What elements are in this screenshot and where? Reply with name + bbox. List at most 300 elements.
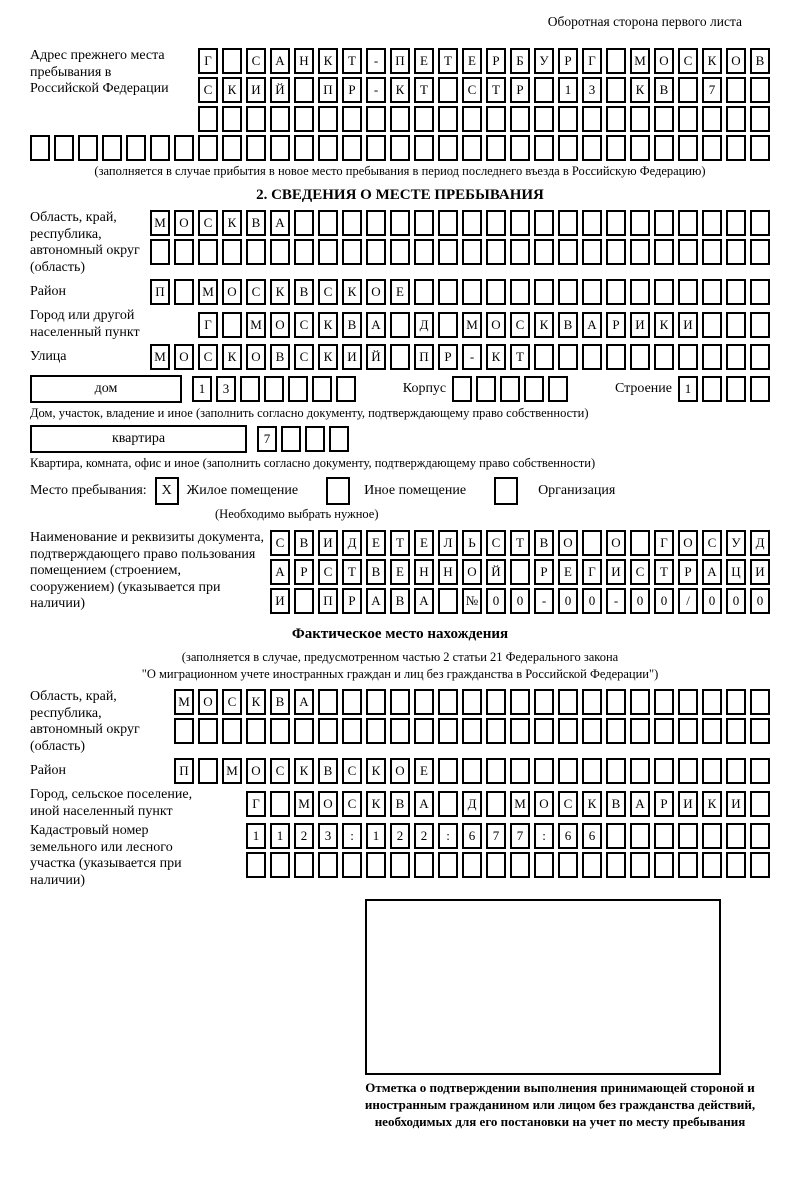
char-cell (582, 718, 602, 744)
char-cell: О (270, 312, 290, 338)
char-cell: Т (510, 530, 530, 556)
char-cell (486, 689, 506, 715)
char-cell: - (606, 588, 626, 614)
char-cell: 1 (558, 77, 578, 103)
char-cell: Т (654, 559, 674, 585)
char-cell (318, 106, 338, 132)
char-cell-row (198, 312, 770, 338)
char-cell: У (726, 530, 746, 556)
char-cell: И (678, 791, 698, 817)
char-cell (582, 758, 602, 784)
char-cell (702, 344, 722, 370)
char-cell (294, 852, 314, 878)
char-cell: 7 (257, 426, 277, 452)
char-cell: В (270, 689, 290, 715)
char-cell: 7 (510, 823, 530, 849)
char-cell: - (462, 344, 482, 370)
char-cell (702, 689, 722, 715)
char-cell: : (534, 823, 554, 849)
char-cell (486, 279, 506, 305)
char-cell-row (198, 77, 770, 103)
char-cell (630, 530, 650, 556)
char-cell (438, 106, 458, 132)
char-cell (558, 106, 578, 132)
char-cell: К (246, 689, 266, 715)
char-cell (510, 279, 530, 305)
char-cell (750, 344, 770, 370)
char-cell (318, 852, 338, 878)
char-cell (342, 135, 362, 161)
char-cell: П (174, 758, 194, 784)
char-cell (702, 758, 722, 784)
char-cell: Г (246, 791, 266, 817)
char-cell: - (366, 48, 386, 74)
char-cell: А (294, 689, 314, 715)
char-cell: 1 (270, 823, 290, 849)
char-cell (222, 718, 242, 744)
char-cell (726, 718, 746, 744)
char-cell (414, 279, 434, 305)
char-cell (414, 210, 434, 236)
s2-house-row (30, 375, 770, 403)
char-cell: К (654, 312, 674, 338)
char-cell (270, 106, 290, 132)
char-cell (558, 718, 578, 744)
char-cell (174, 239, 194, 265)
char-cell: М (150, 344, 170, 370)
char-cell (582, 106, 602, 132)
char-cell: М (630, 48, 650, 74)
char-cell (630, 106, 650, 132)
char-cell (366, 210, 386, 236)
char-cell (486, 239, 506, 265)
char-cell: Ц (726, 559, 746, 585)
char-cell (726, 106, 746, 132)
char-cell (281, 426, 301, 452)
char-cell: Н (438, 559, 458, 585)
char-cell: В (342, 312, 362, 338)
char-cell: Е (390, 279, 410, 305)
char-cell: М (462, 312, 482, 338)
char-cell: Е (462, 48, 482, 74)
char-cell (390, 852, 410, 878)
char-cell: Й (486, 559, 506, 585)
char-cell-row (174, 689, 770, 715)
char-cell (366, 689, 386, 715)
char-cell: В (294, 530, 314, 556)
char-cell (558, 689, 578, 715)
char-cell (198, 135, 218, 161)
char-cell (438, 791, 458, 817)
char-cell: : (342, 823, 362, 849)
korpus-label: Корпус (402, 381, 447, 396)
prev-address-caption: (заполняется в случае прибытия в новое место пребывания в период последнего въезда в Российскую Федерацию) (94, 164, 706, 178)
char-cell: Р (534, 559, 554, 585)
char-cell (150, 239, 170, 265)
char-cell: А (270, 210, 290, 236)
char-cell: - (366, 77, 386, 103)
char-cell (534, 344, 554, 370)
char-cell: О (486, 312, 506, 338)
char-cell: С (294, 344, 314, 370)
char-cell: К (534, 312, 554, 338)
char-cell (678, 210, 698, 236)
char-cell: К (366, 791, 386, 817)
char-cell: Р (438, 344, 458, 370)
char-cell: К (630, 77, 650, 103)
char-cell-row (174, 758, 770, 784)
char-cell (534, 239, 554, 265)
char-cell: М (150, 210, 170, 236)
char-cell (582, 852, 602, 878)
char-cell-row (192, 376, 356, 402)
char-cell (486, 135, 506, 161)
char-cell (486, 106, 506, 132)
char-cell: К (222, 210, 242, 236)
char-cell: А (702, 559, 722, 585)
char-cell (294, 135, 314, 161)
char-cell (558, 344, 578, 370)
char-cell (414, 852, 434, 878)
char-cell (452, 376, 472, 402)
char-cell: И (342, 344, 362, 370)
s2-street-label: Улица (30, 348, 67, 364)
char-cell: В (270, 344, 290, 370)
char-cell: К (390, 77, 410, 103)
char-cell: О (726, 48, 746, 74)
char-cell (198, 758, 218, 784)
char-cell (726, 279, 746, 305)
char-cell (288, 376, 308, 402)
char-cell: 6 (462, 823, 482, 849)
char-cell (558, 279, 578, 305)
char-cell (414, 239, 434, 265)
char-cell (558, 239, 578, 265)
char-cell: / (678, 588, 698, 614)
char-cell (342, 239, 362, 265)
char-cell (678, 823, 698, 849)
stay-option-residential-label: Жилое помещение (186, 483, 299, 498)
char-cell (222, 312, 242, 338)
char-cell: К (702, 791, 722, 817)
char-cell: Н (414, 559, 434, 585)
char-cell (654, 279, 674, 305)
char-cell: 1 (192, 376, 212, 402)
char-cell (654, 106, 674, 132)
char-cell: О (678, 530, 698, 556)
char-cell (462, 210, 482, 236)
char-cell: Д (414, 312, 434, 338)
char-cell (726, 135, 746, 161)
char-cell: С (558, 791, 578, 817)
char-cell (174, 279, 194, 305)
char-cell: И (318, 530, 338, 556)
char-cell (54, 135, 74, 161)
char-cell: 7 (486, 823, 506, 849)
char-cell: К (318, 48, 338, 74)
char-cell (510, 106, 530, 132)
char-cell: В (390, 588, 410, 614)
char-cell: О (222, 279, 242, 305)
char-cell: О (462, 559, 482, 585)
char-cell: М (198, 279, 218, 305)
char-cell: А (414, 791, 434, 817)
char-cell (750, 689, 770, 715)
char-cell (390, 210, 410, 236)
s3-cadastre-block (30, 823, 770, 889)
char-cell (750, 239, 770, 265)
char-cell: Т (390, 530, 410, 556)
char-cell: 0 (486, 588, 506, 614)
char-cell (305, 426, 325, 452)
char-cell (654, 852, 674, 878)
char-cell (294, 210, 314, 236)
char-cell (606, 239, 626, 265)
char-cell: С (270, 758, 290, 784)
char-cell (750, 718, 770, 744)
apartment-label-box: квартира (30, 425, 247, 453)
char-cell: А (270, 559, 290, 585)
char-cell: К (486, 344, 506, 370)
char-cell: Р (510, 77, 530, 103)
char-cell: И (678, 312, 698, 338)
page-side-note: Оборотная сторона первого листа (547, 14, 742, 29)
char-cell: А (366, 312, 386, 338)
char-cell (294, 718, 314, 744)
char-cell (329, 426, 349, 452)
char-cell (750, 77, 770, 103)
char-cell (702, 852, 722, 878)
char-cell: И (246, 77, 266, 103)
char-cell: 3 (318, 823, 338, 849)
char-cell (630, 210, 650, 236)
char-cell: Й (270, 77, 290, 103)
char-cell (390, 135, 410, 161)
stay-option-other-label: Иное помещение (364, 483, 467, 498)
char-cell (198, 106, 218, 132)
char-cell-row (246, 791, 770, 817)
char-cell: Т (414, 77, 434, 103)
char-cell (726, 210, 746, 236)
char-cell (438, 210, 458, 236)
char-cell (548, 376, 568, 402)
s3-region-label: Область, край, республика, автономный округ (область) (30, 689, 140, 754)
char-cell (750, 210, 770, 236)
house-label-box: дом (30, 375, 182, 403)
char-cell: П (318, 588, 338, 614)
char-cell (702, 210, 722, 236)
char-cell: С (246, 48, 266, 74)
char-cell: П (390, 48, 410, 74)
char-cell: К (222, 77, 242, 103)
char-cell-row (198, 48, 770, 74)
char-cell (264, 376, 284, 402)
char-cell: А (366, 588, 386, 614)
char-cell (222, 135, 242, 161)
char-cell (678, 106, 698, 132)
char-cell: И (726, 791, 746, 817)
char-cell (342, 106, 362, 132)
char-cell: - (534, 588, 554, 614)
char-cell (630, 758, 650, 784)
char-cell (606, 758, 626, 784)
char-cell: Т (486, 77, 506, 103)
char-cell (366, 718, 386, 744)
char-cell (222, 48, 242, 74)
char-cell (606, 344, 626, 370)
char-cell (678, 758, 698, 784)
char-cell (510, 758, 530, 784)
char-cell (476, 376, 496, 402)
char-cell: С (510, 312, 530, 338)
char-cell: 2 (294, 823, 314, 849)
char-cell: М (174, 689, 194, 715)
char-cell (126, 135, 146, 161)
s2-district-row (30, 279, 770, 305)
char-cell-row (270, 588, 770, 614)
section3-caption-line2: "О миграционном учете иностранных граждан и лиц без гражданства в Российской Федерации") (141, 667, 659, 681)
char-cell: С (462, 77, 482, 103)
char-cell (678, 77, 698, 103)
char-cell (678, 135, 698, 161)
checkbox-other-premises (326, 477, 350, 505)
char-cell (726, 239, 746, 265)
char-cell (750, 791, 770, 817)
char-cell: Б (510, 48, 530, 74)
char-cell: 3 (582, 77, 602, 103)
char-cell-row (150, 239, 770, 265)
char-cell (582, 239, 602, 265)
char-cell (294, 239, 314, 265)
char-cell: 0 (702, 588, 722, 614)
section3-caption-line1: (заполняется в случае, предусмотренном частью 2 статьи 21 Федерального закона (181, 650, 619, 664)
char-cell: В (246, 210, 266, 236)
char-cell: Г (654, 530, 674, 556)
s2-city-row (30, 308, 770, 341)
char-cell (510, 852, 530, 878)
char-cell (414, 689, 434, 715)
char-cell: Ь (462, 530, 482, 556)
char-cell: С (318, 559, 338, 585)
char-cell: О (558, 530, 578, 556)
char-cell (150, 135, 170, 161)
char-cell (486, 791, 506, 817)
char-cell: 6 (582, 823, 602, 849)
char-cell (486, 852, 506, 878)
stay-option-organization-label: Организация (538, 483, 616, 498)
char-cell: С (246, 279, 266, 305)
char-cell-row (198, 106, 770, 132)
char-cell (726, 344, 746, 370)
char-cell (726, 758, 746, 784)
char-cell: А (630, 791, 650, 817)
char-cell (606, 135, 626, 161)
char-cell (246, 135, 266, 161)
char-cell (702, 106, 722, 132)
doc-block (30, 530, 770, 614)
char-cell (438, 718, 458, 744)
char-cell (606, 718, 626, 744)
char-cell (726, 376, 746, 402)
char-cell (462, 758, 482, 784)
char-cell (678, 852, 698, 878)
char-cell: Р (654, 791, 674, 817)
char-cell (222, 239, 242, 265)
char-cell: С (486, 530, 506, 556)
char-cell: : (438, 823, 458, 849)
char-cell: 6 (558, 823, 578, 849)
char-cell: Р (342, 77, 362, 103)
char-cell (678, 344, 698, 370)
char-cell (486, 210, 506, 236)
char-cell (606, 689, 626, 715)
s3-district-row (30, 758, 770, 784)
char-cell (654, 758, 674, 784)
char-cell: О (318, 791, 338, 817)
char-cell: С (702, 530, 722, 556)
char-cell (606, 823, 626, 849)
char-cell (510, 559, 530, 585)
char-cell (510, 689, 530, 715)
char-cell (534, 210, 554, 236)
char-cell: 1 (246, 823, 266, 849)
char-cell (318, 135, 338, 161)
cadastre-label: Кадастровый номер земельного или лесного участка (указывается при наличии) (30, 823, 182, 888)
char-cell (486, 718, 506, 744)
s3-region-grid (174, 689, 770, 744)
char-cell (534, 279, 554, 305)
char-cell (390, 718, 410, 744)
char-cell: Г (198, 48, 218, 74)
char-cell: Е (414, 758, 434, 784)
char-cell: П (318, 77, 338, 103)
char-cell (630, 135, 650, 161)
char-cell: И (606, 559, 626, 585)
char-cell (654, 344, 674, 370)
char-cell: Н (294, 48, 314, 74)
char-cell (534, 718, 554, 744)
char-cell (630, 239, 650, 265)
char-cell (102, 135, 122, 161)
s2-district-label: Район (30, 283, 66, 299)
char-cell (294, 588, 314, 614)
char-cell (366, 852, 386, 878)
char-cell (30, 135, 50, 161)
stroenie-label: Строение (614, 381, 672, 396)
doc-grid (270, 530, 770, 614)
char-cell: В (654, 77, 674, 103)
char-cell (342, 210, 362, 236)
char-cell: Т (342, 559, 362, 585)
char-cell (750, 376, 770, 402)
char-cell: К (318, 344, 338, 370)
checkbox-organization (494, 477, 518, 505)
char-cell: М (246, 312, 266, 338)
char-cell (294, 106, 314, 132)
char-cell (198, 718, 218, 744)
char-cell (390, 344, 410, 370)
char-cell (678, 239, 698, 265)
char-cell: О (246, 758, 266, 784)
char-cell (558, 852, 578, 878)
char-cell (462, 239, 482, 265)
char-cell (582, 344, 602, 370)
section3-title: Фактическое место нахождения (291, 626, 509, 642)
char-cell: М (510, 791, 530, 817)
char-cell-row (452, 376, 568, 402)
char-cell (414, 718, 434, 744)
char-cell (318, 210, 338, 236)
